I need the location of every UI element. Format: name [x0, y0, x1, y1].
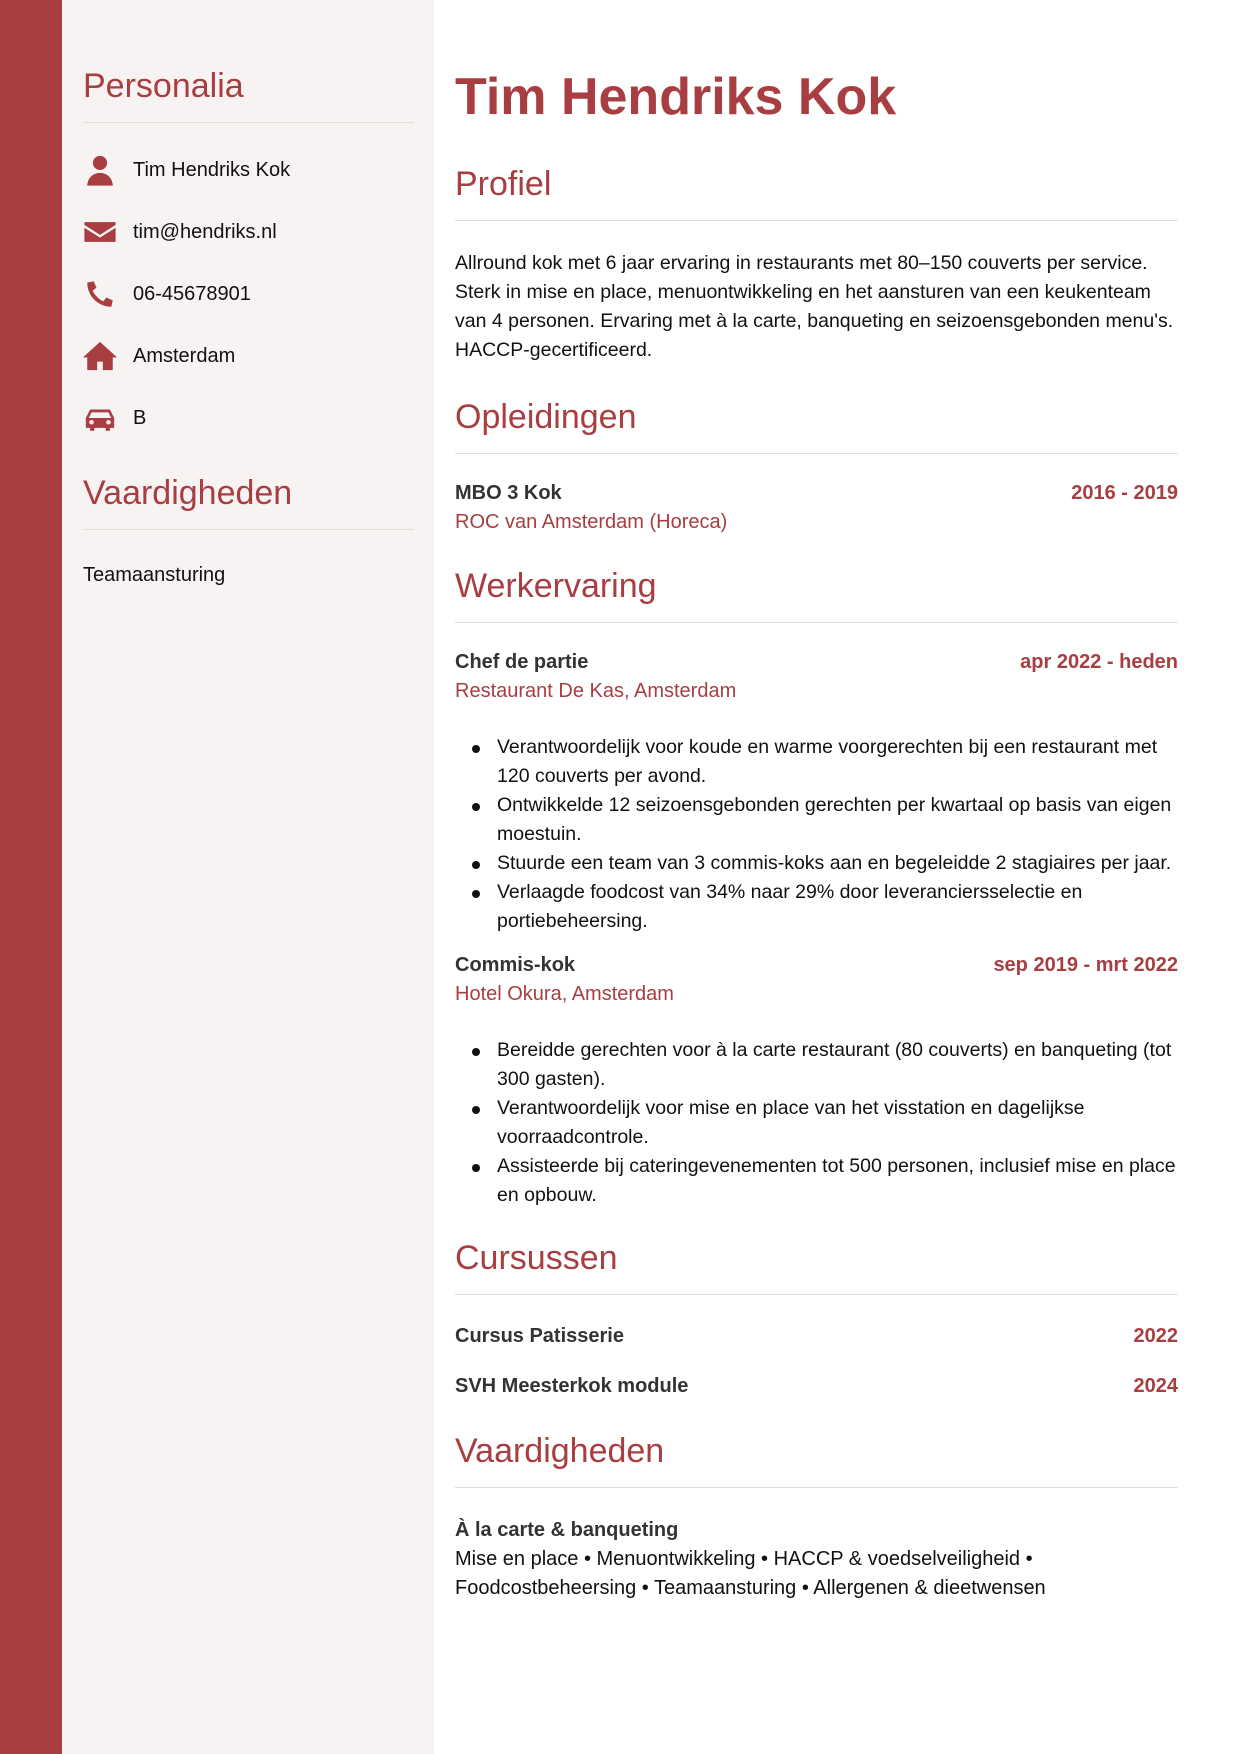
candidate-name: Tim Hendriks Kok — [455, 68, 897, 126]
envelope-icon — [83, 214, 133, 250]
skills-heading: Vaardigheden — [455, 1432, 665, 1470]
home-icon — [83, 338, 133, 374]
course-title: Cursus Patisserie — [455, 1324, 624, 1347]
course-year: 2022 — [1133, 1324, 1178, 1347]
contact-list — [83, 139, 414, 449]
experience-entry — [455, 954, 1178, 1210]
sidebar-skills-heading: Vaardigheden — [83, 474, 293, 512]
contact-phone — [83, 263, 414, 325]
divider — [455, 1487, 1178, 1488]
job-title: Commis-kok — [455, 954, 576, 976]
divider — [83, 529, 414, 530]
education-section — [455, 395, 1178, 534]
contact-city-text: Amsterdam — [133, 344, 236, 367]
list-item: Stuurde een team van 3 commis-koks aan en begeleidde 2 stagiaires per jaar. — [455, 849, 1178, 878]
list-item: Verantwoordelijk voor koude en warme voorgerechten bij een restaurant met 120 couverts per avond. — [455, 733, 1178, 791]
divider — [455, 453, 1178, 454]
divider — [455, 1294, 1178, 1295]
main-content — [434, 0, 1241, 1754]
job-title: Chef de partie — [455, 651, 589, 673]
skill-line: Foodcostbeheersing • Teamaansturing • Allergenen & dieetwensen — [455, 1577, 1046, 1599]
job-date: apr 2022 - heden — [1020, 651, 1178, 673]
skill-line: Mise en place • Menuontwikkeling • HACCP & voedselveiligheid • — [455, 1548, 1033, 1570]
list-item: Verantwoordelijk voor mise en place van het visstation en dagelijkse voorraadcontrole. — [455, 1094, 1178, 1152]
contact-email — [83, 201, 414, 263]
job-employer: Hotel Okura, Amsterdam — [455, 983, 674, 1005]
contact-name-text: Tim Hendriks Kok — [133, 158, 291, 181]
education-school: ROC van Amsterdam (Horeca) — [455, 511, 728, 533]
contact-phone-text[interactable]: 06-45678901 — [133, 282, 251, 305]
job-date: sep 2019 - mrt 2022 — [993, 954, 1178, 976]
job-employer: Restaurant De Kas, Amsterdam — [455, 680, 737, 702]
skills-section — [455, 1429, 1178, 1603]
experience-section — [455, 564, 1178, 1210]
courses-heading: Cursussen — [455, 1239, 618, 1277]
profile-heading: Profiel — [455, 165, 552, 203]
course-year: 2024 — [1133, 1374, 1178, 1397]
list-item: Ontwikkelde 12 seizoensgebonden gerechten per kwartaal op basis van eigen moestuin. — [455, 791, 1178, 849]
contact-license — [83, 387, 414, 449]
sidebar — [62, 0, 434, 1754]
profile-text: Allround kok met 6 jaar ervaring in restaurants met 80–150 couverts per service. Sterk in mise en place, menuontwikkeling en het aansturen van een keukenteam van 4 personen. Ervaring met à la carte, banqueting en seizoensgebonden menu's. HACCP-gecertificeerd. — [455, 252, 1174, 361]
course-title: SVH Meesterkok module — [455, 1374, 689, 1397]
job-bullets — [455, 733, 1178, 936]
job-bullets — [455, 1036, 1178, 1210]
skill-group-title: À la carte & banqueting — [455, 1519, 679, 1541]
education-heading: Opleidingen — [455, 398, 637, 436]
divider — [83, 122, 414, 123]
experience-heading: Werkervaring — [455, 567, 657, 605]
divider — [455, 622, 1178, 623]
car-icon — [83, 400, 133, 436]
divider — [455, 220, 1178, 221]
sidebar-skill-item: Teamaansturing — [83, 564, 226, 586]
accent-bar — [0, 0, 62, 1754]
contact-city — [83, 325, 414, 387]
course-item — [455, 1311, 1178, 1361]
list-item: Bereidde gerechten voor à la carte restaurant (80 couverts) en banqueting (tot 300 gasten). — [455, 1036, 1178, 1094]
education-entry — [455, 482, 1178, 534]
courses-section — [455, 1236, 1178, 1411]
contact-license-text: B — [133, 406, 147, 429]
contact-email-text[interactable]: tim@hendriks.nl — [133, 220, 277, 243]
education-title: MBO 3 Kok — [455, 482, 562, 504]
list-item: Verlaagde foodcost van 34% naar 29% door leveranciersselectie en portiebeheersing. — [455, 878, 1178, 936]
phone-icon — [83, 276, 133, 312]
personalia-heading: Personalia — [83, 67, 244, 105]
contact-name — [83, 139, 414, 201]
profile-section — [455, 162, 1178, 365]
education-date: 2016 - 2019 — [1071, 482, 1178, 504]
sidebar-skills-section — [83, 471, 414, 587]
experience-entry — [455, 651, 1178, 936]
list-item: Assisteerde bij cateringevenementen tot 500 personen, inclusief mise en place en opbouw. — [455, 1152, 1178, 1210]
course-item — [455, 1361, 1178, 1411]
user-icon — [83, 152, 133, 188]
